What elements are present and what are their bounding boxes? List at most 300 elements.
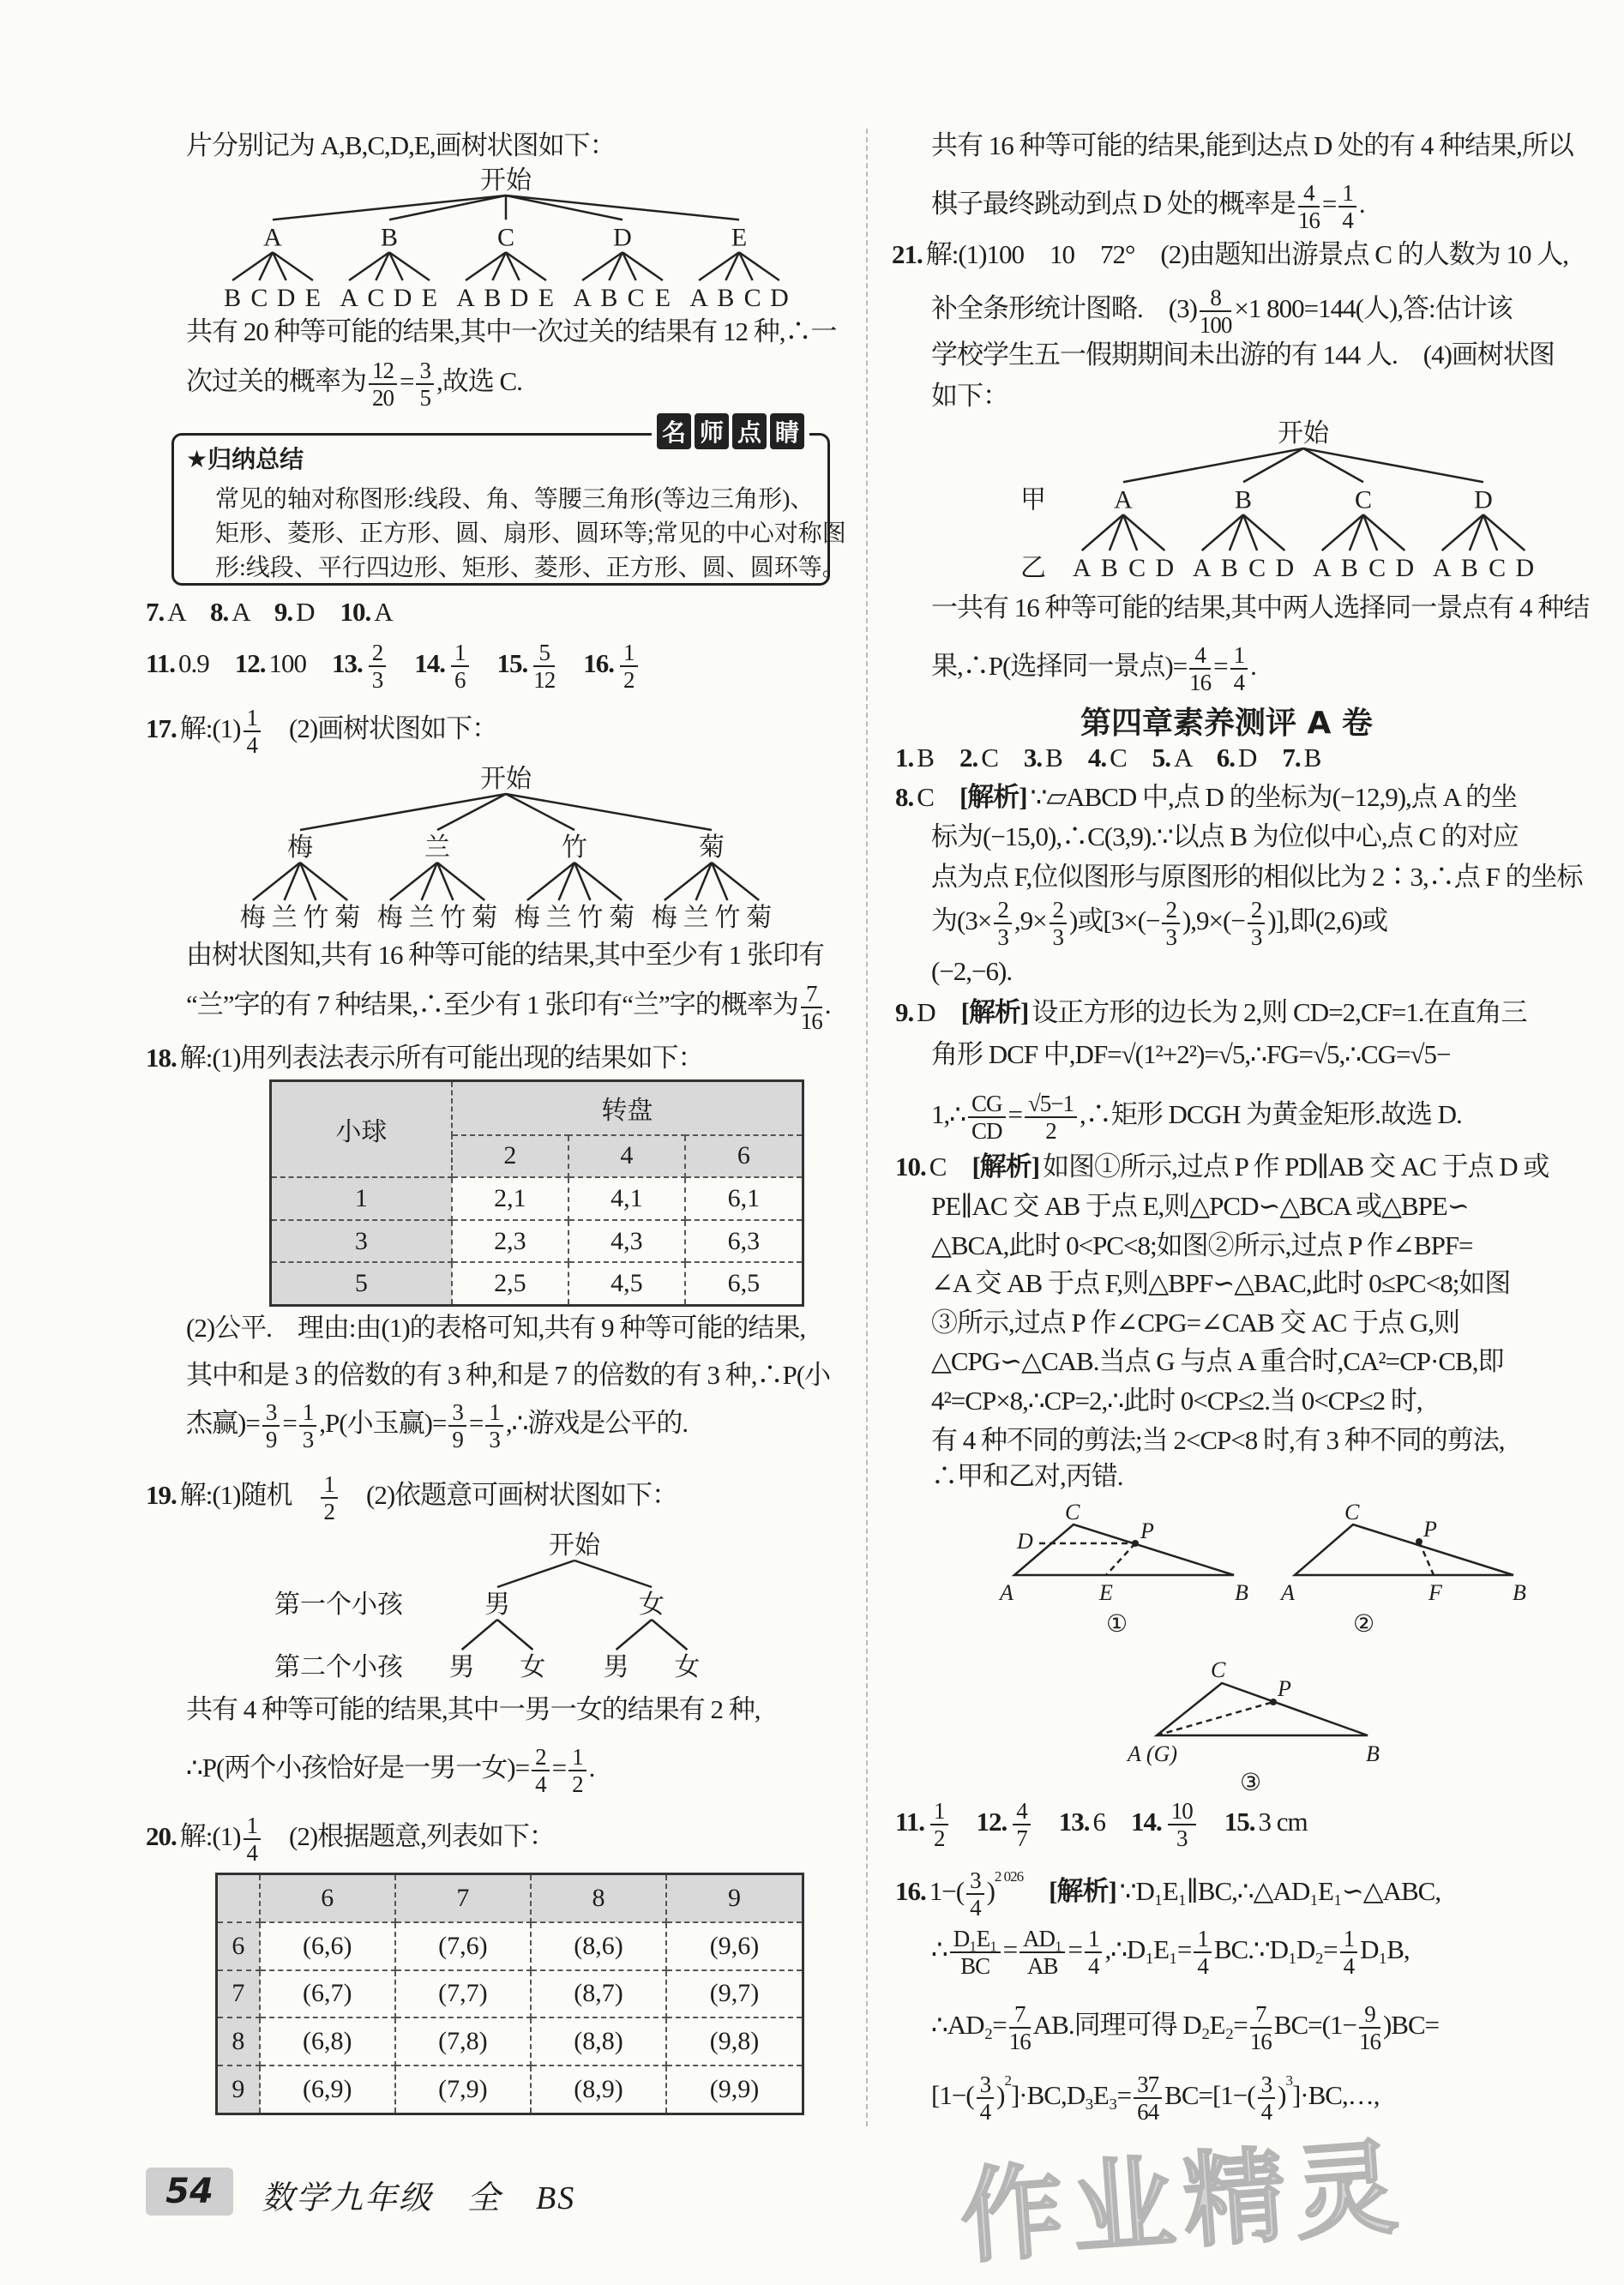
text: ): [996, 2080, 1005, 2110]
text: [557, 648, 583, 678]
table-row: [217, 1922, 803, 1970]
label-bold: 10.: [895, 1152, 926, 1182]
label-bold: 9.: [895, 997, 914, 1027]
fraction: [950, 1926, 1001, 1979]
text: .: [1250, 651, 1256, 681]
text: )BC=: [1382, 2010, 1440, 2040]
label: D: [1017, 1529, 1033, 1554]
table-cell: (9,6): [666, 1922, 803, 1970]
text: 标为(−15,0),∴C(3,9).∵以点 B 为位似中心,点 C 的对应: [931, 821, 1519, 851]
text-line: [186, 1356, 830, 1394]
tree-leaf: 竹: [303, 904, 329, 932]
tree-row-label: 第一个小孩: [274, 1590, 403, 1619]
tree-leaf: C: [743, 284, 761, 312]
denominator: 4: [1087, 1952, 1099, 1979]
fraction: [1189, 642, 1211, 695]
col-header: 2: [452, 1135, 568, 1178]
numerator: 3: [1258, 2072, 1276, 2099]
text: ∴P(两个小孩恰好是一男一女)=: [186, 1753, 530, 1783]
denominator: 3: [1176, 1825, 1188, 1851]
col-header: 6: [260, 1874, 395, 1922]
tree-leaf: D: [1515, 554, 1535, 582]
text: BC.∵D₁D₂=: [1213, 1934, 1338, 1964]
tree-leaf: E: [538, 284, 555, 312]
denominator: 2: [1045, 1117, 1056, 1144]
text-line: [931, 179, 1365, 233]
text: 解:(1)100 10 72° (2)由题知出游景点 C 的人数为 10 人,: [925, 239, 1568, 269]
point-p: [1132, 1540, 1139, 1547]
text: =: [282, 1408, 297, 1438]
tree-leaf: A: [456, 284, 475, 312]
fraction: [1162, 897, 1180, 950]
tree-node: 女: [639, 1590, 665, 1619]
text: 为(3×: [931, 905, 992, 935]
numerator: 1: [1338, 180, 1356, 207]
tree-node: 菊: [699, 833, 725, 862]
tree-leaf: 梅: [514, 904, 540, 932]
row-header: 1: [271, 1177, 452, 1220]
tree-node: 男: [484, 1590, 510, 1619]
question-16: [895, 1867, 1441, 1921]
superscript: 2: [1004, 2072, 1011, 2089]
fraction: [299, 1399, 317, 1452]
tree-node: 竹: [562, 833, 587, 862]
triangle-abc: [1295, 1524, 1513, 1575]
fraction: [451, 640, 469, 693]
denominator: 16: [1189, 669, 1212, 695]
table-cell: (8,7): [531, 1970, 666, 2018]
fraction: [801, 981, 822, 1034]
tree-leaf: C: [1248, 554, 1266, 582]
denominator: 4: [1342, 207, 1353, 233]
fraction: [1085, 1926, 1103, 1979]
text: 解:(1): [179, 713, 241, 743]
table-cell: 2,3: [452, 1220, 568, 1263]
text: C: [917, 782, 959, 812]
numerator: 4: [1189, 642, 1211, 670]
text: =: [551, 1753, 567, 1783]
text: [1023, 1876, 1049, 1906]
fraction: [1248, 897, 1266, 950]
text-line: [931, 1265, 1510, 1302]
text-line: [186, 1398, 689, 1452]
fraction: [977, 2072, 995, 2125]
tree-leaf: 竹: [440, 904, 466, 932]
fraction: [448, 1399, 466, 1452]
tree-edge: [497, 1560, 574, 1587]
label-bold: 14.: [414, 648, 446, 678]
table-cell: (8,9): [531, 2066, 666, 2114]
row-header: 3: [271, 1220, 452, 1263]
denominator: 3: [489, 1426, 500, 1452]
tree-diagram-children: [274, 1528, 729, 1682]
denominator: 4: [246, 1839, 258, 1866]
badge-char: 师: [695, 413, 729, 449]
tree-leaf: 兰: [683, 904, 709, 932]
tree-leaf: D: [276, 284, 296, 312]
tree-diagram-cards: [214, 163, 797, 313]
fraction: [369, 640, 387, 693]
text: [388, 648, 414, 678]
numerator: 37: [1134, 2072, 1162, 2099]
numerator: 1: [930, 1798, 948, 1825]
numerator: 2: [369, 640, 387, 667]
text: 次过关的概率为: [186, 366, 366, 396]
tree-edge: [574, 1560, 652, 1587]
text: 一共有 16 种等可能的结果,其中两人选择同一景点有 4 种结: [931, 592, 1590, 622]
text: [1033, 1807, 1059, 1837]
tree-edge: [652, 1620, 687, 1650]
label-bold: 21.: [892, 239, 923, 269]
text: BC=[1−(: [1164, 2080, 1255, 2110]
question-17: [146, 704, 498, 758]
column-divider: [866, 129, 868, 2126]
tree-leaf: 兰: [271, 904, 298, 932]
text: BC=(1−: [1273, 2010, 1356, 2040]
teacher-tip-box: [171, 433, 846, 586]
table-header: 转盘: [452, 1081, 803, 1135]
label: E: [1099, 1580, 1113, 1605]
tree-leaf: E: [421, 284, 438, 312]
label: B: [1235, 1580, 1248, 1605]
question-10: [895, 1148, 1549, 1186]
text-line: [186, 127, 616, 165]
tree-diagram-flowers: [232, 761, 780, 933]
tree-edge: [462, 1620, 497, 1650]
denominator: 2: [323, 1498, 335, 1524]
table-row: [271, 1177, 803, 1220]
fraction: [1013, 1798, 1031, 1851]
badge-char: 睛: [770, 413, 804, 449]
text: .: [588, 1753, 595, 1783]
text-line: [931, 1188, 1469, 1225]
numerator: 1: [1340, 1926, 1358, 1953]
text-line: [186, 1743, 595, 1797]
numerator: AD₁: [1020, 1926, 1065, 1953]
text: ,∴D₁E₁=: [1104, 1934, 1192, 1964]
label-bold: 12.: [234, 648, 266, 678]
label-bold: 13.: [1058, 1807, 1090, 1837]
col-header: 8: [531, 1874, 666, 1922]
fraction: [1025, 1091, 1077, 1144]
label-bold: 5.: [1152, 743, 1170, 773]
table-row: [217, 1970, 803, 2018]
fraction: [416, 358, 434, 411]
table-cell: 6,1: [685, 1177, 803, 1220]
tree-leaf: A: [1072, 554, 1092, 582]
text: (2)根据题意,列表如下：: [263, 1821, 555, 1851]
question-19: [146, 1470, 678, 1524]
tip-title: ★归纳总结: [186, 445, 304, 473]
table-cell: 2,1: [452, 1177, 568, 1220]
tree-leaf: D: [509, 284, 529, 312]
label-bold: 17.: [146, 713, 177, 743]
numerator: 1: [1230, 642, 1248, 670]
label-bold: 9.: [274, 597, 293, 627]
denominator: CD: [971, 1117, 1002, 1144]
label-bold: 8.: [209, 597, 229, 627]
text: 解:(1)随机: [179, 1480, 318, 1510]
text: =: [468, 1408, 484, 1438]
text: 如下：: [931, 381, 1008, 411]
label-bold: 11.: [895, 1807, 925, 1837]
table-cell: 4,3: [568, 1220, 685, 1263]
text-line: [931, 1304, 1459, 1342]
label: P: [1140, 1518, 1154, 1543]
badge-char: 名: [657, 413, 691, 449]
table-cell: (8,6): [531, 1922, 666, 1970]
label-bold: [解析]: [1049, 1876, 1116, 1906]
denominator: 3: [1250, 923, 1262, 950]
label-bold: 19.: [146, 1480, 177, 1510]
fraction: [1230, 642, 1248, 695]
table-cell: (6,9): [260, 2066, 395, 2114]
text: .: [824, 989, 831, 1019]
tree-edge: [506, 195, 623, 219]
text: [472, 648, 497, 678]
numerator: 2: [1050, 897, 1068, 924]
text-line: [931, 1090, 1462, 1144]
tree-row-label: 第二个小孩: [274, 1653, 403, 1681]
figure-1: [1014, 1524, 1234, 1575]
tree-edge: [273, 195, 506, 219]
numerator: 5: [533, 640, 555, 667]
tree-leaf: B: [224, 284, 242, 312]
tree-leaf: 梅: [239, 904, 266, 932]
tree-leaf: D: [1275, 554, 1295, 582]
text: A: [1174, 743, 1217, 773]
label-bold: 11.: [146, 648, 176, 678]
row-header: 9: [217, 2066, 260, 2114]
numerator: 3: [977, 2072, 995, 2099]
table-row: [271, 1220, 803, 1263]
numerator: 1: [321, 1471, 339, 1499]
text-line: [931, 284, 1513, 338]
denominator: 7: [1016, 1825, 1027, 1851]
label-bold: 13.: [332, 648, 363, 678]
tree-edge: [1123, 448, 1303, 482]
triangle-figures: [986, 1499, 1543, 1799]
text: 共有 4 种等可能的结果,其中一男一女的结果有 2 种,: [186, 1694, 761, 1724]
label-bold: 8.: [895, 782, 914, 812]
tree-leaf: B: [600, 284, 618, 312]
denominator: 5: [419, 384, 430, 411]
superscript: 2 026: [994, 1868, 1024, 1885]
tree-leaf: 梅: [651, 904, 677, 932]
label: C: [1211, 1657, 1226, 1682]
text: B: [1045, 743, 1088, 773]
label-bold: 16.: [895, 1876, 926, 1906]
tree-leaf: A: [689, 284, 708, 312]
badge-char: 点: [732, 413, 767, 449]
label-bold: 3.: [1023, 743, 1043, 773]
tree-node: 兰: [424, 833, 450, 862]
text-line: [931, 1036, 1451, 1073]
tree-root: 开始: [549, 1531, 600, 1560]
table-cell: (9,8): [666, 2017, 803, 2066]
text-line: [931, 1343, 1503, 1380]
text: C: [929, 1152, 972, 1182]
text: (2)依题意可画树状图如下：: [340, 1480, 678, 1510]
col-header: 4: [568, 1135, 685, 1178]
tree-leaf: D: [1155, 554, 1175, 582]
fraction: [568, 1744, 586, 1797]
text: 解:(1): [179, 1821, 241, 1851]
point-p: [1416, 1538, 1423, 1545]
tree-edge: [497, 1620, 532, 1650]
text: =: [400, 366, 414, 396]
fraction: [262, 1399, 280, 1452]
numerator: 7: [801, 981, 822, 1008]
text: (2)公平. 理由:由(1)的表格可知,共有 9 种等可能的结果,: [186, 1313, 806, 1343]
numerator: CG: [968, 1091, 1006, 1118]
text: 1−(: [929, 1876, 965, 1906]
fraction: [1050, 897, 1068, 950]
tree-edge: [506, 195, 739, 219]
label-bold: [解析]: [971, 1152, 1040, 1182]
numerator: 9: [1359, 2001, 1380, 2029]
text: ,∴矩形 DCGH 为黄金矩形.故选 D.: [1080, 1099, 1462, 1129]
text: 角形 DCF 中,DF=√(1²+2²)=√5,∴FG=√5,∴CG=√5−: [931, 1039, 1451, 1069]
row-header: 5: [271, 1262, 452, 1305]
fraction: [994, 897, 1012, 950]
table-cell: (7,6): [395, 1922, 531, 1970]
denominator: 16: [1358, 2028, 1380, 2054]
tree-leaf: 兰: [408, 904, 435, 932]
table-cell: (6,7): [260, 1970, 395, 2018]
text-line: [931, 1458, 1123, 1495]
text: ,9×: [1013, 905, 1047, 935]
text: ∵▱ABCD 中,点 D 的坐标为(−12,9),点 A 的坐: [1030, 782, 1517, 812]
question-8: [895, 779, 1517, 816]
tree-row-label: 甲: [1020, 485, 1046, 514]
fraction: [244, 705, 262, 758]
numerator: 1: [1085, 1926, 1103, 1953]
tree-node: D: [1474, 485, 1493, 514]
table-cell: 4,1: [568, 1177, 685, 1220]
numerator: 7: [1009, 2001, 1031, 2029]
tip-line: 形:线段、平行四边形、矩形、菱形、正方形、圆、圆环等。: [215, 555, 846, 581]
text: =: [1321, 189, 1337, 219]
numerator: 3: [448, 1399, 466, 1427]
text-line: [931, 641, 1256, 695]
table-corner: [217, 1874, 260, 1922]
col-header: 9: [666, 1874, 803, 1922]
table-row: [217, 2066, 803, 2114]
fraction: [1168, 1798, 1196, 1851]
text-line: [931, 1382, 1423, 1420]
label: C: [1065, 1500, 1080, 1524]
fraction: [930, 1798, 948, 1851]
numerator: 8: [1200, 285, 1232, 312]
line-pe: [1106, 1543, 1135, 1575]
page-number: 54: [146, 2168, 233, 2216]
row-header: 8: [217, 2017, 260, 2066]
denominator: 16: [1297, 207, 1320, 233]
text: 共有 20 种等可能的结果,其中一次过关的结果有 12 种,∴一: [186, 316, 837, 346]
tree-node: B: [1234, 485, 1253, 514]
tree-edge: [300, 794, 506, 830]
tree-node: B: [380, 223, 399, 252]
text: 果,∴P(选择同一景点)=: [931, 651, 1188, 681]
numerator: 1: [244, 1813, 262, 1840]
denominator: BC: [960, 1952, 990, 1979]
text: PE∥AC 交 AB 于点 E,则△PCD∽△BCA 或△BPE∽: [931, 1191, 1469, 1221]
tree-leaf: C: [627, 284, 645, 312]
denominator: 16: [800, 1007, 822, 1034]
text-line: [931, 377, 1008, 415]
table-cell: 2,5: [452, 1262, 568, 1305]
answer-line: [146, 593, 393, 631]
text: D₁B,: [1360, 1934, 1410, 1964]
numerator: 3: [966, 1867, 984, 1895]
tree-leaf: 菊: [609, 904, 635, 932]
denominator: 2: [623, 666, 635, 693]
tree-leaf: B: [484, 284, 502, 312]
text-line: [186, 313, 837, 351]
text: 片分别记为 A,B,C,D,E,画树状图如下：: [186, 130, 616, 160]
tree-leaf: C: [1368, 554, 1386, 582]
denominator: 12: [533, 666, 556, 693]
text: 100: [268, 648, 333, 678]
text-line: [186, 1691, 761, 1729]
answer-line: [146, 639, 641, 693]
numerator: 7: [1250, 2001, 1272, 2029]
tree-diagram-scenic-spots: [986, 416, 1543, 583]
label-bold: 15.: [496, 648, 528, 678]
text: [1199, 1807, 1224, 1837]
tree-edge: [389, 195, 506, 219]
fraction: [1340, 1926, 1358, 1979]
answer-line: [895, 739, 1320, 777]
col-header: 6: [685, 1135, 803, 1178]
table-cell: (8,8): [531, 2017, 666, 2066]
text: ∴甲和乙对,丙错.: [931, 1461, 1123, 1491]
figure-2: [1295, 1524, 1513, 1575]
text: 棋子最终跳动到点 D 处的概率是: [931, 189, 1296, 219]
book-subject: 数学九年级 全 BS: [262, 2180, 576, 2216]
numerator: 3: [416, 358, 434, 385]
label: A (G): [1128, 1741, 1178, 1766]
fraction: [369, 358, 397, 411]
denominator: 4: [535, 1771, 546, 1797]
numerator: 1: [1194, 1926, 1212, 1953]
text-line: [931, 1925, 1410, 1979]
tree-leaf: 竹: [577, 904, 604, 932]
question-18: [146, 1039, 704, 1077]
text: =: [1213, 651, 1228, 681]
text: 1,∴: [931, 1099, 965, 1129]
tree-leaf: 男: [448, 1653, 475, 1681]
figure-number: ②: [1353, 1611, 1375, 1638]
teacher-tip-badge: [652, 413, 809, 449]
numerator: 10: [1168, 1798, 1196, 1825]
text: ×1 800=144(人),答:估计该: [1234, 293, 1513, 323]
tree-leaf: E: [654, 284, 671, 312]
text: )],即(2,6)或: [1267, 905, 1388, 935]
label: A: [1000, 1580, 1013, 1605]
text: ∴AD₂=: [931, 2010, 1007, 2040]
fraction: [532, 1744, 550, 1797]
table-cell: (9,9): [666, 2066, 803, 2114]
text: =: [1002, 1934, 1018, 1964]
fraction: [1200, 285, 1232, 338]
numerator: 12: [369, 358, 397, 385]
tree-node: A: [1114, 485, 1133, 514]
label: A: [1281, 1580, 1295, 1605]
text-line: [186, 357, 522, 411]
question-9: [895, 994, 1527, 1031]
